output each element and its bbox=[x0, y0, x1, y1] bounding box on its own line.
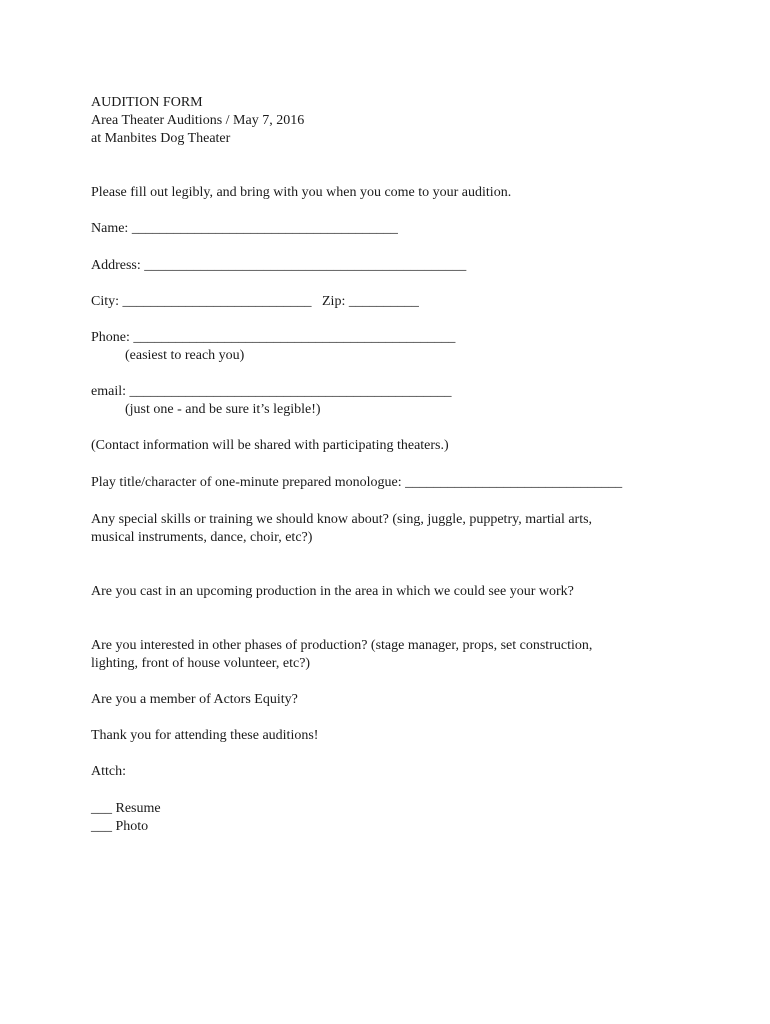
phone-field: Phone: ______________________________________________ bbox=[91, 330, 456, 345]
phases-question-line1: Are you interested in other phases of production? (stage manager, props, set construction, bbox=[91, 638, 593, 653]
form-title: AUDITION FORM bbox=[91, 95, 203, 110]
city-zip-field: City: ___________________________ Zip: __________ bbox=[91, 294, 419, 309]
thank-you-text: Thank you for attending these auditions! bbox=[91, 728, 319, 743]
phases-question-line2: lighting, front of house volunteer, etc?) bbox=[91, 656, 311, 671]
form-venue: at Manbites Dog Theater bbox=[91, 131, 231, 146]
address-field: Address: ______________________________________________ bbox=[91, 258, 467, 273]
phone-note: (easiest to reach you) bbox=[125, 348, 245, 363]
email-note: (just one - and be sure it’s legible!) bbox=[125, 402, 321, 417]
attach-item-resume: ___ Resume bbox=[91, 801, 161, 816]
contact-note: (Contact information will be shared with participating theaters.) bbox=[91, 438, 449, 453]
attach-label: Attch: bbox=[91, 764, 126, 779]
form-subtitle: Area Theater Auditions / May 7, 2016 bbox=[91, 113, 305, 128]
attach-item-photo: ___ Photo bbox=[91, 819, 149, 834]
cast-question: Are you cast in an upcoming production in the area in which we could see your work? bbox=[91, 584, 574, 599]
email-field: email: ______________________________________________ bbox=[91, 384, 452, 399]
skills-question-line1: Any special skills or training we should know about? (sing, juggle, puppetry, martial arts, bbox=[91, 512, 593, 527]
equity-question: Are you a member of Actors Equity? bbox=[91, 692, 298, 707]
instructions-text: Please fill out legibly, and bring with you when you come to your audition. bbox=[91, 185, 512, 200]
name-field: Name: ______________________________________ bbox=[91, 221, 398, 236]
skills-question-line2: musical instruments, dance, choir, etc?) bbox=[91, 530, 313, 545]
monologue-question: Play title/character of one-minute prepared monologue: _______________________________ bbox=[91, 475, 623, 490]
